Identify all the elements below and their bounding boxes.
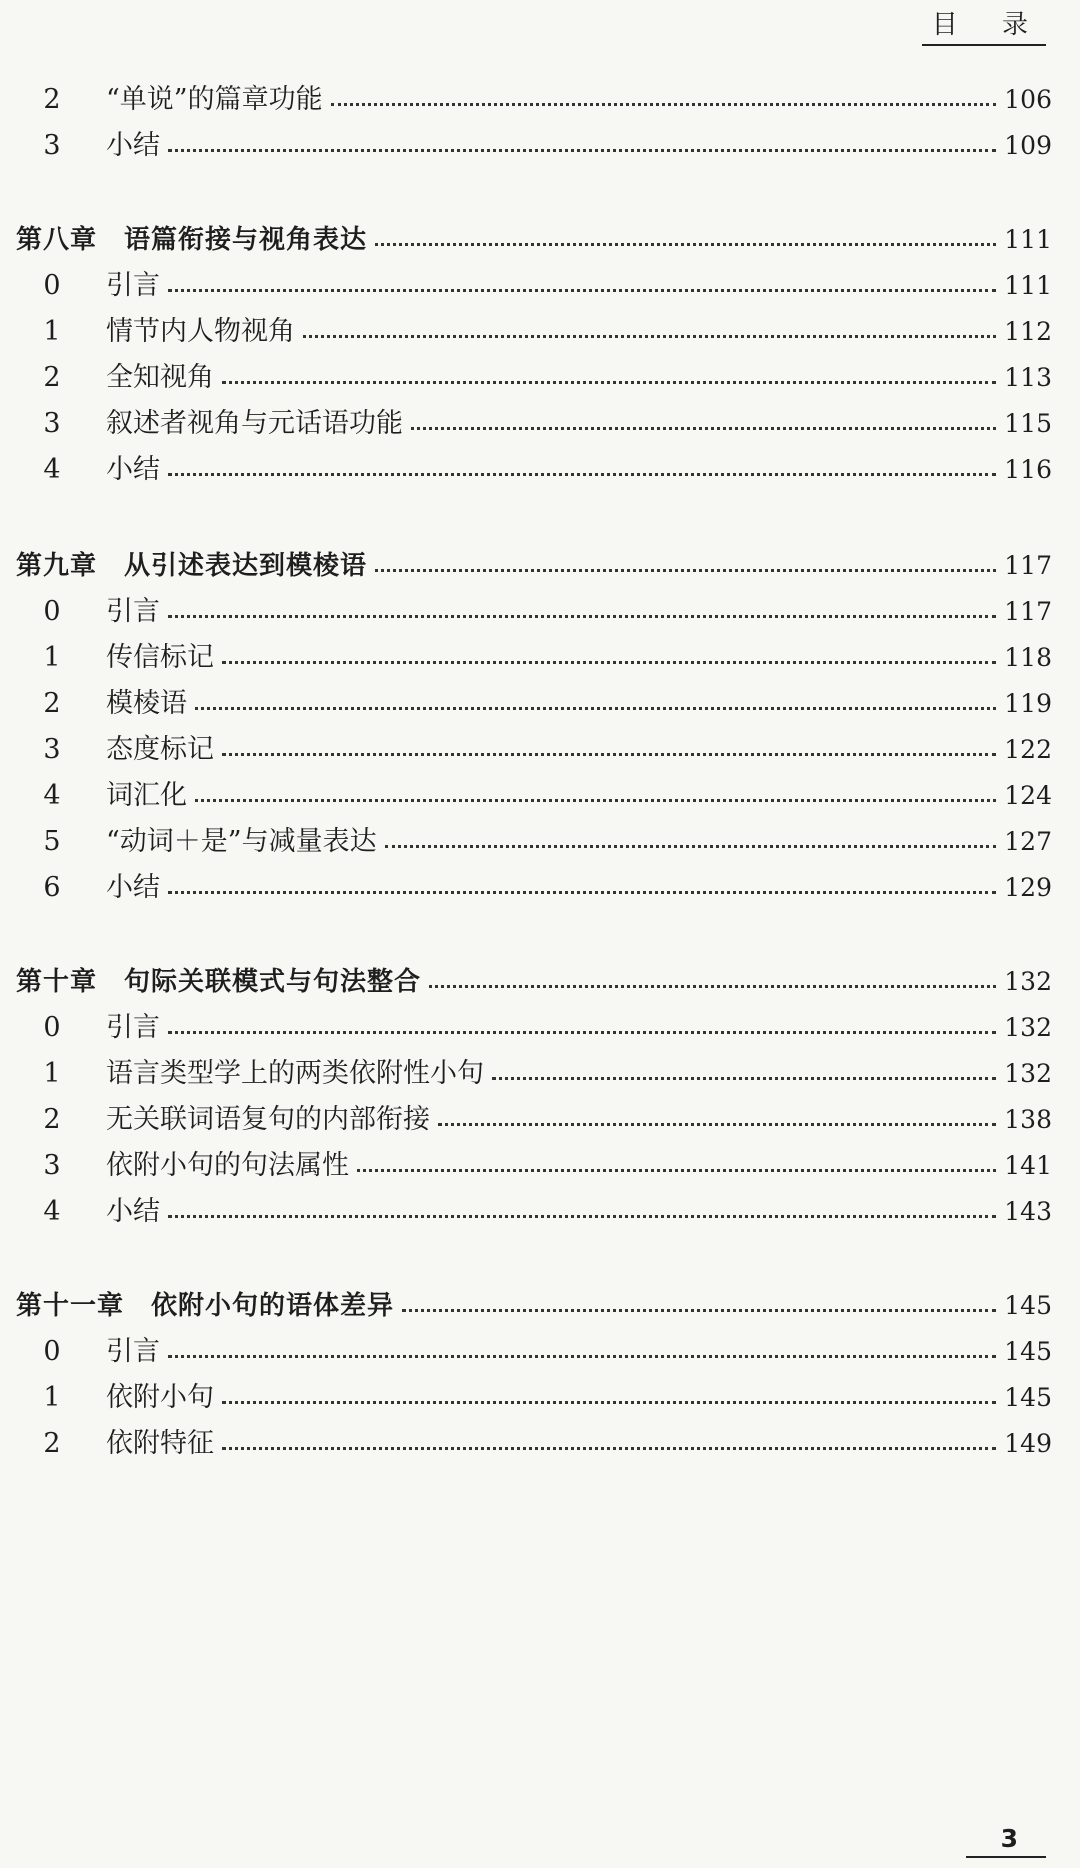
toc-section-row (0, 1100, 1080, 1140)
page-ref: 129 (1004, 873, 1052, 902)
section-number: 1 (43, 642, 61, 673)
page-ref: 138 (1004, 1105, 1052, 1134)
section-title: 小结 (106, 1196, 160, 1227)
toc-chapter-row (0, 1286, 1080, 1326)
dot-leader (222, 1447, 996, 1450)
dot-leader (168, 1031, 996, 1034)
page-number: 3 (1000, 1824, 1018, 1853)
section-number: 0 (43, 1012, 61, 1043)
section-number: 0 (43, 270, 61, 301)
toc-chapter-row (0, 220, 1080, 260)
dot-leader (375, 243, 996, 246)
toc-section-row (0, 404, 1080, 444)
section-title: “单说”的篇章功能 (106, 84, 323, 115)
page-ref: 111 (1004, 225, 1052, 254)
dot-leader (429, 985, 996, 988)
page-ref: 112 (1004, 317, 1052, 346)
section-number: 1 (43, 1382, 61, 1413)
section-title: 引言 (106, 1012, 160, 1043)
toc-section-row (0, 638, 1080, 678)
toc-section-row (0, 868, 1080, 908)
section-title: 词汇化 (106, 780, 187, 811)
toc-section-row (0, 1146, 1080, 1186)
section-title: 依附小句的句法属性 (106, 1150, 349, 1181)
section-title: 依附特征 (106, 1428, 214, 1459)
section-title: 全知视角 (106, 362, 214, 393)
dot-leader (411, 427, 996, 430)
chapter-title: 第八章 语篇衔接与视角表达 (16, 225, 368, 255)
section-title: 引言 (106, 596, 160, 627)
chapter-title: 第十章 句际关联模式与句法整合 (16, 967, 422, 997)
dot-leader (222, 381, 996, 384)
toc-section-row (0, 266, 1080, 306)
toc-section-row (0, 776, 1080, 816)
section-number: 3 (43, 408, 61, 439)
toc-section-row (0, 592, 1080, 632)
section-title: “动词＋是”与减量表达 (106, 826, 377, 857)
toc-chapter-row (0, 546, 1080, 586)
dot-leader (195, 799, 996, 802)
section-number: 4 (43, 454, 61, 485)
page-ref: 132 (1004, 1059, 1052, 1088)
toc-chapter-row (0, 962, 1080, 1002)
section-number: 3 (43, 734, 61, 765)
page-ref: 118 (1004, 643, 1052, 672)
dot-leader (168, 1215, 996, 1218)
dot-leader (222, 753, 996, 756)
dot-leader (168, 473, 996, 476)
section-title: 无关联词语复句的内部衔接 (106, 1104, 430, 1135)
dot-leader (375, 569, 996, 572)
section-number: 0 (43, 596, 61, 627)
page-ref: 132 (1004, 967, 1052, 996)
section-title: 小结 (106, 872, 160, 903)
page-ref: 117 (1004, 551, 1052, 580)
section-title: 情节内人物视角 (106, 316, 295, 347)
footer-rule (966, 1856, 1046, 1858)
section-title: 叙述者视角与元话语功能 (106, 408, 403, 439)
toc-section-row (0, 684, 1080, 724)
toc-section-row (0, 1424, 1080, 1464)
section-number: 1 (43, 1058, 61, 1089)
section-number: 2 (43, 688, 61, 719)
section-number: 3 (43, 1150, 61, 1181)
section-title: 引言 (106, 1336, 160, 1367)
page-ref: 115 (1004, 409, 1052, 438)
page-ref: 116 (1004, 455, 1052, 484)
page-ref: 127 (1004, 827, 1052, 856)
page-ref: 109 (1004, 131, 1052, 160)
header-rule (922, 44, 1046, 46)
toc-section-row (0, 1378, 1080, 1418)
dot-leader (168, 1355, 996, 1358)
page-ref: 111 (1004, 271, 1052, 300)
section-number: 2 (43, 1104, 61, 1135)
dot-leader (168, 891, 996, 894)
dot-leader (168, 615, 996, 618)
toc-section-row (0, 730, 1080, 770)
header-title: 目 录 (931, 10, 1046, 40)
section-title: 依附小句 (106, 1382, 214, 1413)
section-number: 6 (43, 872, 61, 903)
page-ref: 145 (1004, 1337, 1052, 1366)
section-title: 引言 (106, 270, 160, 301)
section-number: 1 (43, 316, 61, 347)
toc-section-row (0, 126, 1080, 166)
section-title: 传信标记 (106, 642, 214, 673)
dot-leader (168, 149, 996, 152)
page-ref: 106 (1004, 85, 1052, 114)
toc-section-row (0, 358, 1080, 398)
section-number: 4 (43, 780, 61, 811)
page-ref: 145 (1004, 1291, 1052, 1320)
page-ref: 141 (1004, 1151, 1052, 1180)
section-title: 小结 (106, 130, 160, 161)
dot-leader (385, 845, 997, 848)
page-ref: 145 (1004, 1383, 1052, 1412)
dot-leader (222, 1401, 996, 1404)
toc-section-row (0, 450, 1080, 490)
chapter-title: 第九章 从引述表达到模棱语 (16, 551, 368, 581)
dot-leader (402, 1309, 996, 1312)
page-ref: 132 (1004, 1013, 1052, 1042)
dot-leader (195, 707, 996, 710)
section-title: 模棱语 (106, 688, 187, 719)
toc-section-row (0, 1054, 1080, 1094)
section-number: 3 (43, 130, 61, 161)
page-ref: 122 (1004, 735, 1052, 764)
dot-leader (222, 661, 996, 664)
toc-section-row (0, 1192, 1080, 1232)
section-number: 2 (43, 362, 61, 393)
section-title: 态度标记 (106, 734, 214, 765)
section-number: 2 (43, 84, 61, 115)
dot-leader (357, 1169, 996, 1172)
page-ref: 119 (1004, 689, 1052, 718)
section-number: 0 (43, 1336, 61, 1367)
toc-section-row (0, 1332, 1080, 1372)
chapter-title: 第十一章 依附小句的语体差异 (16, 1291, 395, 1321)
page-ref: 143 (1004, 1197, 1052, 1226)
toc-section-row (0, 80, 1080, 120)
section-title: 小结 (106, 454, 160, 485)
section-number: 2 (43, 1428, 61, 1459)
dot-leader (303, 335, 996, 338)
dot-leader (492, 1077, 996, 1080)
page-ref: 117 (1004, 597, 1052, 626)
section-title: 语言类型学上的两类依附性小句 (106, 1058, 484, 1089)
page-ref: 124 (1004, 781, 1052, 810)
page-ref: 113 (1004, 363, 1052, 392)
dot-leader (168, 289, 996, 292)
dot-leader (331, 103, 997, 106)
toc-section-row (0, 312, 1080, 352)
toc-section-row (0, 822, 1080, 862)
toc-section-row (0, 1008, 1080, 1048)
page-ref: 149 (1004, 1429, 1052, 1458)
section-number: 5 (43, 826, 61, 857)
section-number: 4 (43, 1196, 61, 1227)
dot-leader (438, 1123, 996, 1126)
